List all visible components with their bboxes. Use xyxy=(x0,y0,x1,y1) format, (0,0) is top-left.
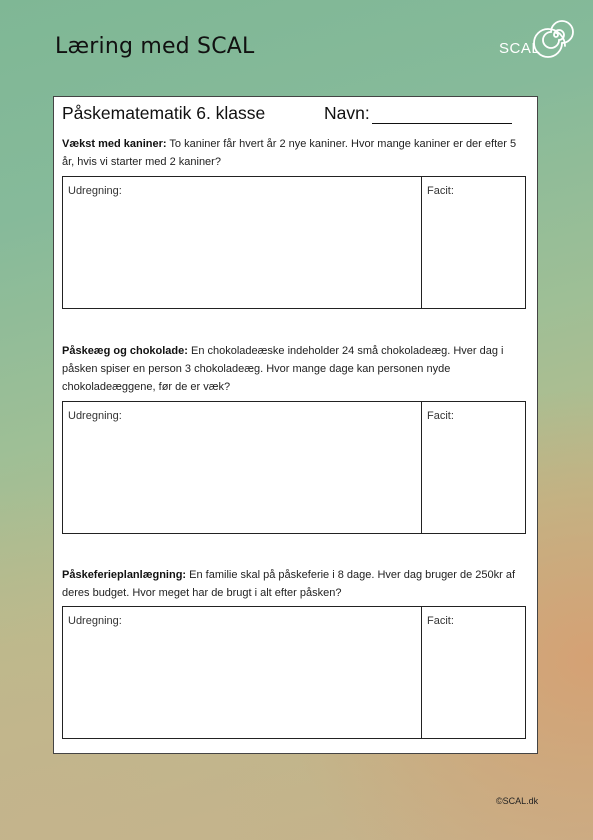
worksheet-header xyxy=(62,103,370,124)
result-label: Facit: xyxy=(427,185,454,197)
copyright: ©SCAL.dk xyxy=(496,796,539,806)
logo-text: SCAL xyxy=(499,40,541,57)
scal-logo xyxy=(497,12,581,62)
result-label: Facit: xyxy=(427,615,454,627)
task-chocolate xyxy=(62,342,528,396)
task-title: Påskeferieplanlægning: xyxy=(62,569,187,581)
task-text: To kaniner får hvert år 2 nye kaniner. Hvor mange kaniner er der efter 5 år, hvis vi starter med 2 kaniner? xyxy=(62,138,517,168)
answer-box-rabbits xyxy=(62,176,526,309)
answer-divider xyxy=(421,177,422,308)
worksheet-title: Påskematematik 6. klasse xyxy=(62,103,266,123)
answer-box-chocolate xyxy=(62,401,526,534)
calculation-label: Udregning: xyxy=(68,185,122,197)
name-label: Navn: xyxy=(324,103,370,123)
calculation-label: Udregning: xyxy=(68,410,122,422)
name-line[interactable] xyxy=(372,123,512,124)
task-rabbits xyxy=(62,135,528,171)
worksheet xyxy=(53,96,538,754)
task-text: En chokoladeæske indeholder 24 små chokoladeæg. Hver dag i påsken spiser en person 3 chokoladeæg. Hvor mange dage kan personen nyde chokoladeæggene, før de er væk? xyxy=(62,345,504,393)
task-holiday-planning xyxy=(62,566,528,602)
task-text: En familie skal på påskeferie i 8 dage. Hver dag bruger de 250kr af deres budget. Hvor meget har de brugt i alt efter påsken? xyxy=(62,569,516,599)
spiral-icon xyxy=(533,12,579,58)
answer-box-holiday-planning xyxy=(62,606,526,739)
result-label: Facit: xyxy=(427,410,454,422)
answer-divider xyxy=(421,402,422,533)
answer-divider xyxy=(421,607,422,738)
calculation-label: Udregning: xyxy=(68,615,122,627)
site-title: Læring med SCAL xyxy=(55,34,255,59)
task-title: Påskeæg og chokolade: xyxy=(62,345,188,357)
task-title: Vækst med kaniner: xyxy=(62,138,167,150)
